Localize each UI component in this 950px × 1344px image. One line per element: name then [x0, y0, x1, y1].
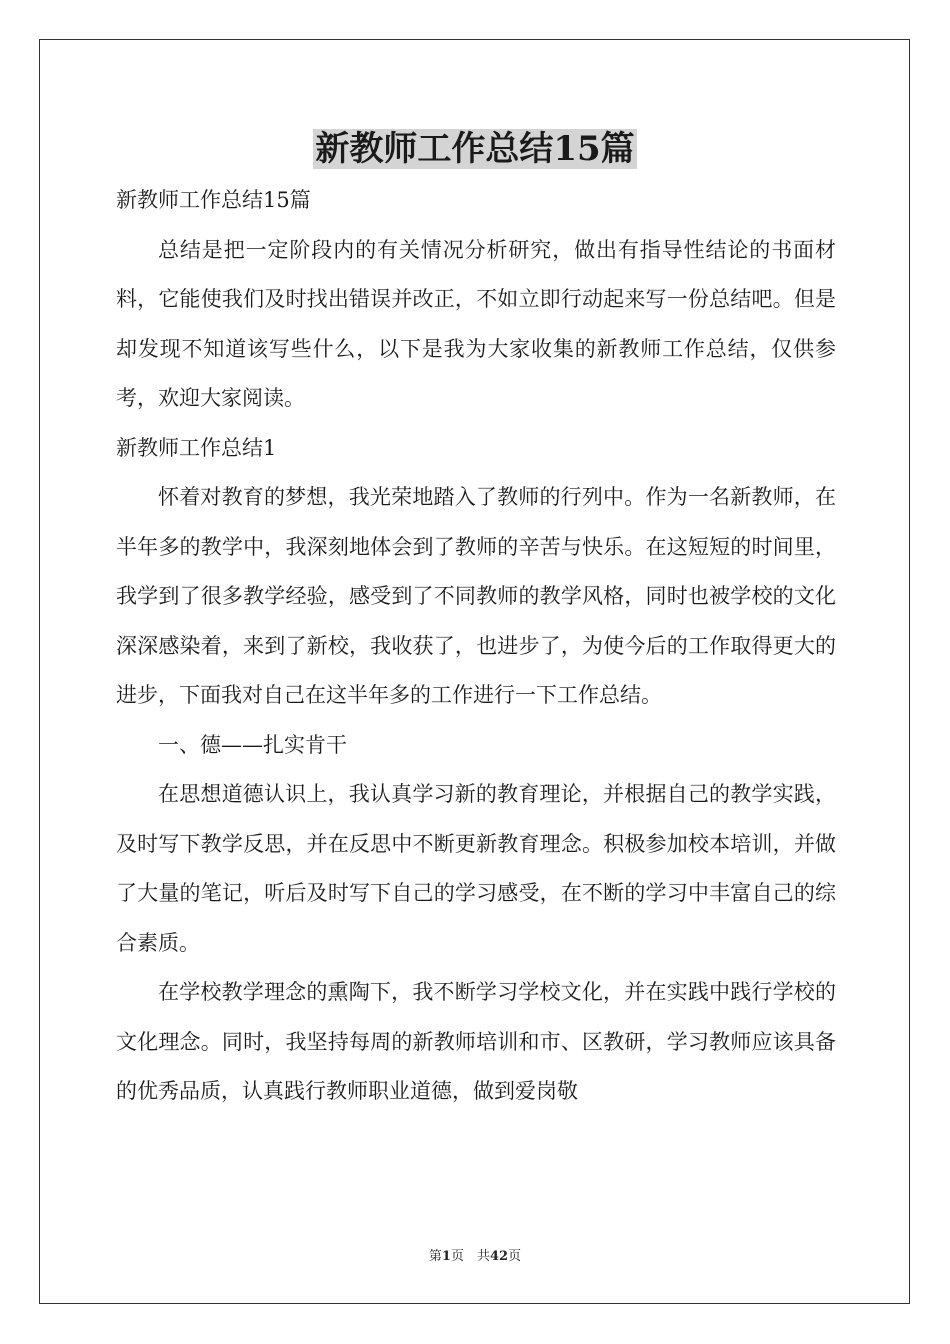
document-subtitle: 新教师工作总结15篇: [116, 188, 311, 212]
page-mid: 页 共: [450, 1249, 490, 1264]
section-heading: 新教师工作总结1: [116, 435, 277, 460]
intro-paragraph: 总结是把一定阶段内的有关情况分析研究，做出有指导性结论的书面材料，它能使我们及时找出错误并改正，不如立即行动起来写一份总结吧。但是却发现不知道该写些什么，以下是我为大家收集的新教师工作总结，仅供参考，欢迎大家阅读。: [116, 237, 836, 410]
sub-heading: 一、德——扎实肯干: [158, 732, 347, 757]
page-footer: [0, 1247, 950, 1267]
page-suffix: 页: [508, 1249, 522, 1264]
current-page-number: 1: [441, 1249, 451, 1264]
document-body: [116, 176, 836, 1117]
document-title: [0, 123, 950, 175]
total-page-count: 42: [489, 1249, 509, 1264]
page-prefix: 第: [428, 1249, 442, 1264]
body-paragraph: 怀着对教育的梦想，我光荣地踏入了教师的行列中。作为一名新教师，在半年多的教学中，我深刻地体会到了教师的辛苦与快乐。在这短短的时间里，我学到了很多教学经验，感受到了不同教师的教学风格，同时也被学校的文化深深感染着，来到了新校，我收获了，也进步了，为使今后的工作取得更大的进步，下面我对自己在这半年多的工作进行一下工作总结。: [116, 485, 836, 707]
body-paragraph: 在学校教学理念的熏陶下，我不断学习学校文化，并在实践中践行学校的文化理念。同时，我坚持每周的新教师培训和市、区教研，学习教师应该具备的优秀品质，认真践行教师职业道德，做到爱岗敬: [116, 980, 836, 1103]
document-title-text: 新教师工作总结15篇: [315, 129, 635, 169]
body-paragraph: 在思想道德认识上，我认真学习新的教育理论，并根据自己的教学实践，及时写下教学反思，并在反思中不断更新教育理念。积极参加校本培训，并做了大量的笔记，听后及时写下自己的学习感受，在不断的学习中丰富自己的综合素质。: [116, 782, 836, 955]
